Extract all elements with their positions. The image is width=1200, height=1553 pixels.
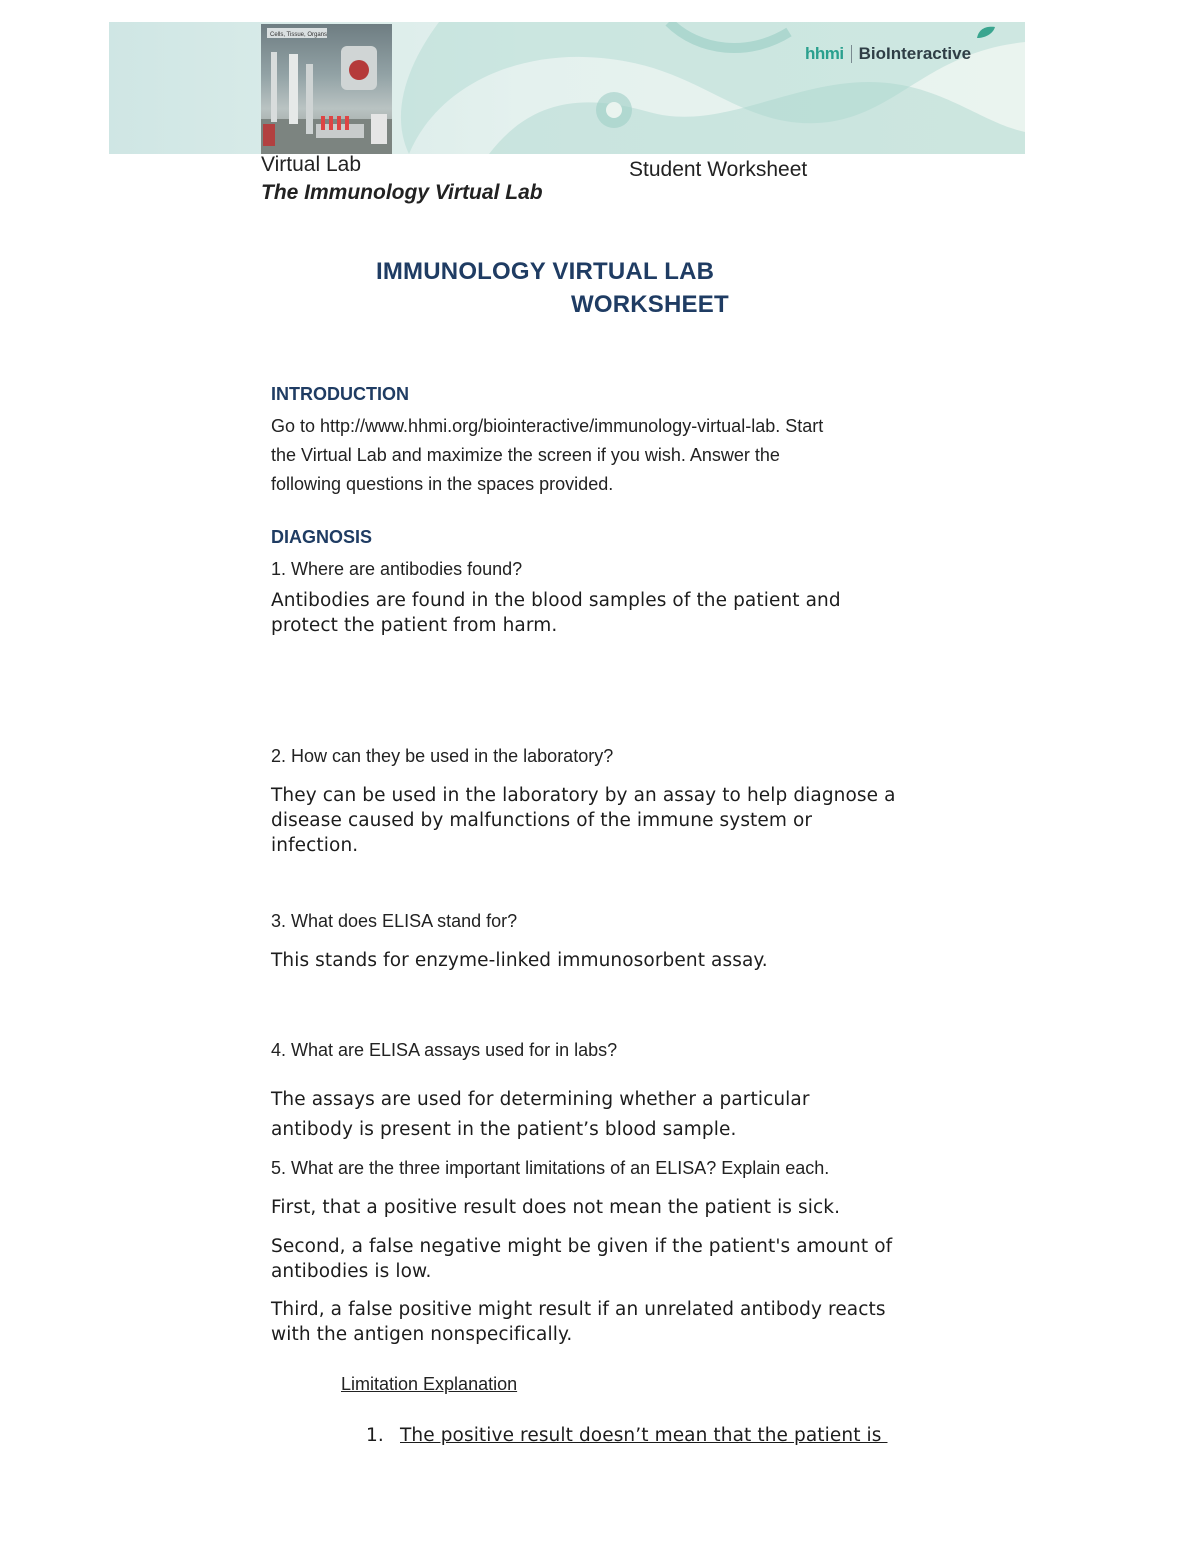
answer-line: antibodies is low. [271, 1261, 432, 1282]
question-3: 3. What does ELISA stand for? [271, 911, 518, 931]
answer-line: with the antigen nonspecifically. [271, 1324, 573, 1345]
lab-equipment-photo [261, 24, 392, 154]
question-4: 4. What are ELISA assays used for in labs? [271, 1040, 618, 1060]
virtual-lab-label: Virtual Lab [261, 153, 362, 176]
question-1: 1. Where are antibodies found? [271, 559, 523, 579]
answer-line: Second, a false negative might be given if the patient's amount of [271, 1236, 893, 1257]
answer-line: The assays are used for determining whether a particular [271, 1089, 810, 1110]
logo-org: hhmi [805, 44, 844, 63]
limitation-item-number: 1. [366, 1425, 384, 1446]
answer-4 [271, 1085, 810, 1145]
lab-name: The Immunology Virtual Lab [261, 181, 543, 204]
answer-line: Antibodies are found in the blood samples of the patient and [271, 590, 841, 611]
introduction-heading: INTRODUCTION [271, 384, 409, 404]
answer-1 [271, 588, 841, 638]
logo-separator [851, 45, 852, 63]
question-2: 2. How can they be used in the laboratory? [271, 746, 614, 766]
limitation-explanation-header: Limitation Explanation [341, 1374, 518, 1394]
answer-line: Third, a false positive might result if an unrelated antibody reacts [271, 1299, 886, 1320]
answer-5-first: First, that a positive result does not mean the patient is sick. [271, 1197, 841, 1218]
answer-5-third [271, 1297, 886, 1347]
intro-line: following questions in the spaces provided. [271, 474, 614, 494]
answer-line: antibody is present in the patient’s blood sample. [271, 1119, 737, 1140]
diagnosis-heading: DIAGNOSIS [271, 527, 373, 547]
answer-5-second [271, 1234, 892, 1284]
photo-caption: Cells, Tissue, Organs [270, 32, 328, 38]
limitation-item-text: The positive result doesn’t mean that the patient is [400, 1425, 888, 1446]
intro-line: Go to http://www.hhmi.org/biointeractive/immunology-virtual-lab. Start [271, 416, 824, 436]
page-title-line2: WORKSHEET [571, 291, 729, 318]
answer-line: infection. [271, 835, 359, 856]
answer-line: disease caused by malfunctions of the immune system or [271, 810, 813, 831]
question-5: 5. What are the three important limitations of an ELISA? Explain each. [271, 1158, 830, 1178]
answer-3: This stands for enzyme-linked immunosorbent assay. [271, 950, 768, 971]
introduction-text [271, 412, 823, 499]
student-worksheet-label: Student Worksheet [629, 158, 808, 181]
leaf-icon [975, 24, 997, 40]
hhmi-biointeractive-logo [805, 40, 971, 68]
logo-brand: BioInteractive [858, 44, 972, 63]
answer-2 [271, 783, 896, 858]
answer-line: protect the patient from harm. [271, 615, 558, 636]
page-title-line1: IMMUNOLOGY VIRTUAL LAB [376, 258, 715, 285]
lab-scene-illustration [261, 24, 392, 154]
intro-line: the Virtual Lab and maximize the screen if you wish. Answer the [271, 445, 780, 465]
answer-line: They can be used in the laboratory by an assay to help diagnose a [271, 785, 896, 806]
